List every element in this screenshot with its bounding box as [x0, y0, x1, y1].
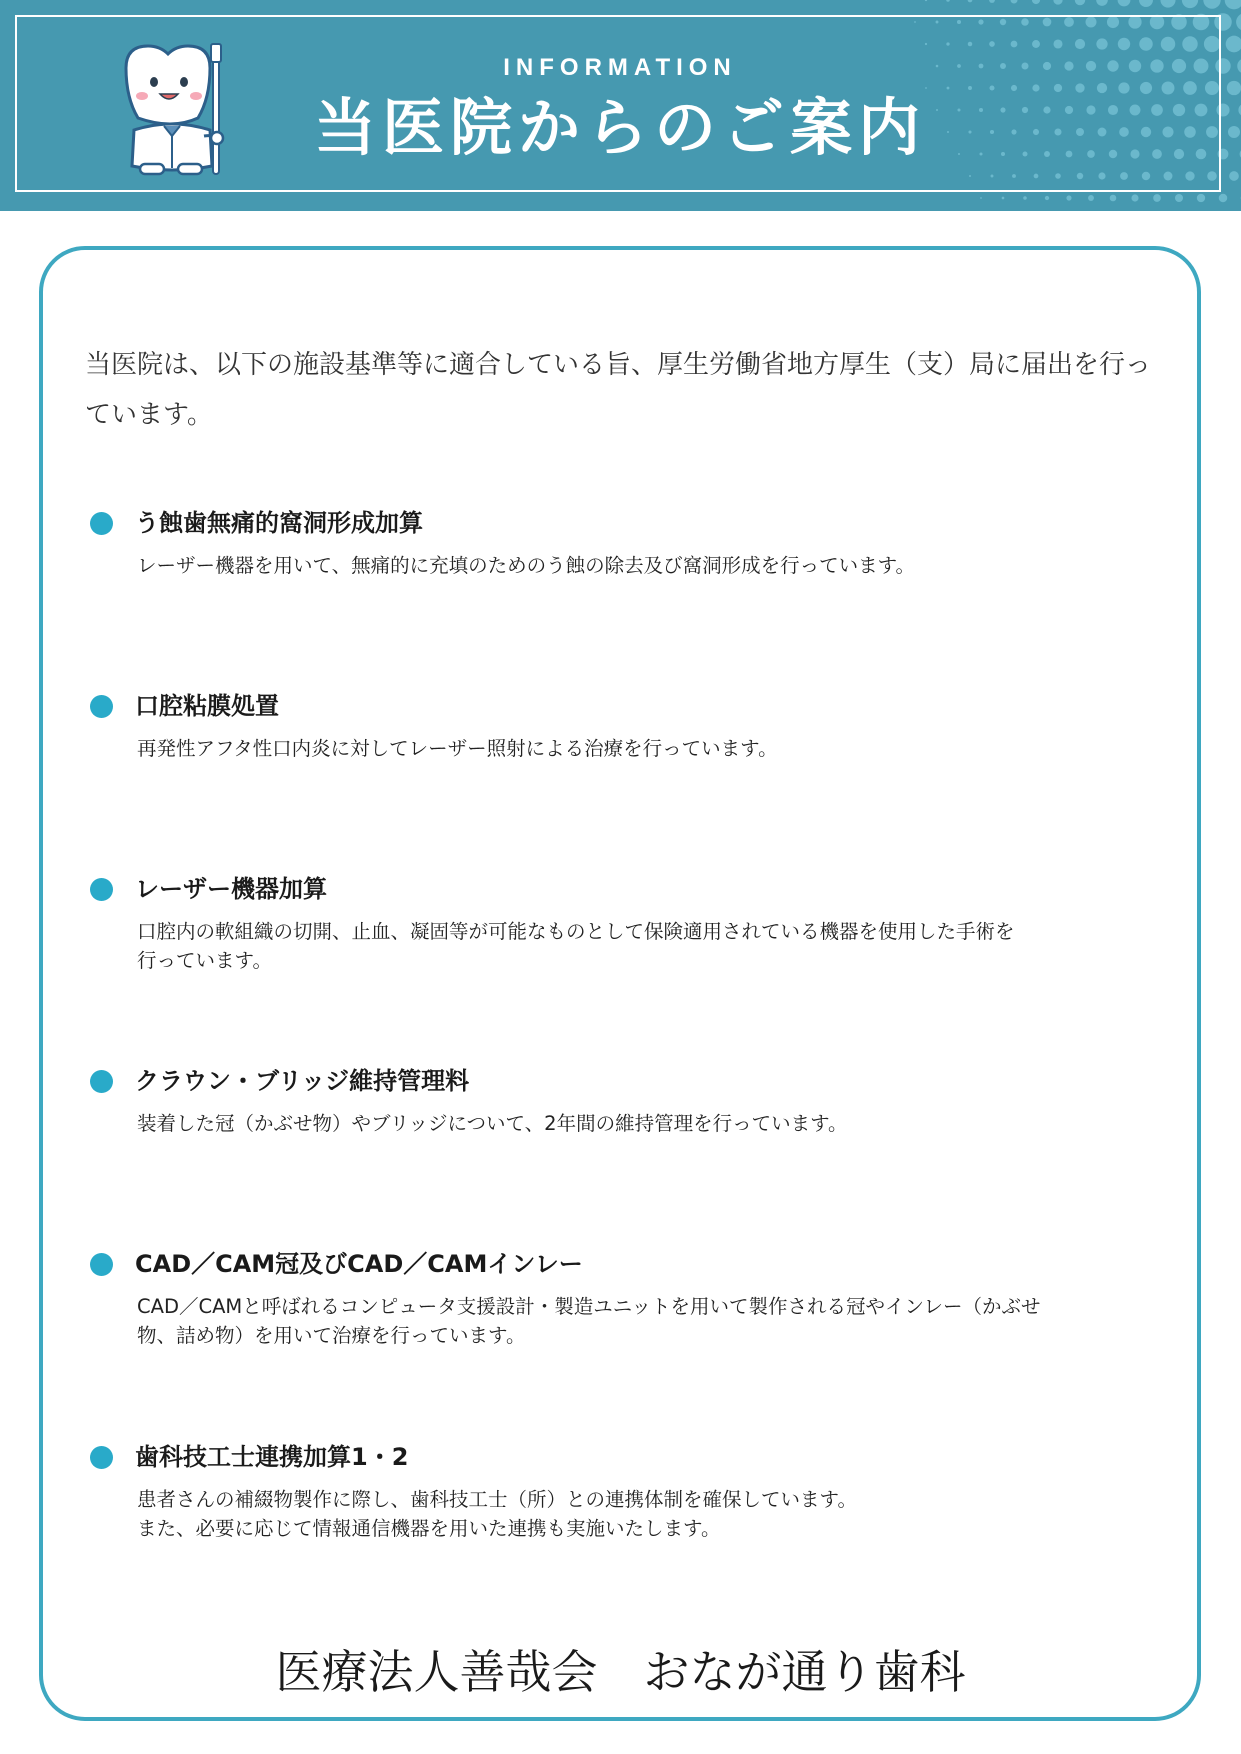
item-description-line: レーザー機器を用いて、無痛的に充填のためのう蝕の除去及び窩洞形成を行っています。 — [137, 554, 916, 577]
halftone-dot — [1197, 194, 1205, 202]
item-description — [137, 917, 1137, 975]
clinic-name: 医療法人善哉会 おなが通り歯科 — [275, 1645, 966, 1699]
page-title: 当医院からのご案内 — [313, 91, 926, 164]
halftone-dot — [989, 0, 995, 3]
item-description — [137, 1109, 1137, 1138]
halftone-dot — [1053, 0, 1062, 5]
bullet-icon — [90, 1253, 113, 1276]
item-title: う蝕歯無痛的窩洞形成加算 — [135, 509, 423, 537]
halftone-dot — [1032, 0, 1040, 4]
halftone-dot — [1227, 81, 1241, 95]
item-description — [137, 551, 1137, 580]
halftone-dot — [1088, 195, 1094, 201]
item-description-line: また、必要に応じて情報通信機器を用いた連携も実施いたします。 — [137, 1517, 721, 1540]
bullet-icon — [90, 695, 113, 718]
item-description — [137, 1485, 1137, 1543]
bullet-icon — [90, 512, 113, 535]
item-description-line: 再発性アフタ性口内炎に対してレーザー照射による治療を行っています。 — [137, 737, 778, 760]
header-banner — [0, 0, 1241, 211]
halftone-dot — [1131, 194, 1138, 201]
halftone-dot — [1045, 196, 1049, 200]
halftone-dot — [1010, 0, 1017, 4]
halftone-dot — [1002, 197, 1005, 200]
halftone-dot — [1160, 0, 1175, 8]
halftone-dot — [925, 0, 927, 1]
item-description-line: 行っています。 — [137, 949, 272, 972]
halftone-dot — [1226, 36, 1241, 53]
halftone-dot — [1066, 195, 1071, 200]
item-description-line: 口腔内の軟組織の切開、止血、凝固等が可能なものとして保険適用されている機器を使用した手術を — [137, 920, 1015, 943]
item-description — [137, 1292, 1137, 1350]
halftone-dot — [1139, 0, 1153, 7]
halftone-dot — [1175, 194, 1183, 202]
halftone-dot — [1075, 0, 1086, 5]
item-description-line: 物、詰め物）を用いて治療を行っています。 — [137, 1324, 526, 1347]
bullet-icon — [90, 1446, 113, 1469]
halftone-dot — [1228, 126, 1240, 138]
bullet-icon — [90, 878, 113, 901]
bullet-icon — [90, 1070, 113, 1093]
halftone-dot — [1219, 194, 1228, 203]
halftone-dot — [1203, 0, 1220, 9]
tooth-mascot-icon — [112, 38, 232, 178]
item-description-line: 装着した冠（かぶせ物）やブリッジについて、2年間の維持管理を行っています。 — [137, 1112, 848, 1135]
intro-text: 当医院は、以下の施設基準等に適合している旨、厚生労働省地方厚生（支）局に届出を行っています。 — [85, 350, 1152, 430]
halftone-dot — [1182, 0, 1198, 8]
halftone-dot — [1110, 195, 1117, 202]
halftone-dot — [1225, 0, 1241, 9]
item-description-line: 患者さんの補綴物製作に際し、歯科技工士（所）との連携体制を確保しています。 — [137, 1488, 857, 1511]
item-title: CAD／CAM冠及びCAD／CAMインレー — [135, 1250, 583, 1278]
banner-eyebrow: INFORMATION — [503, 54, 737, 81]
halftone-dot — [1236, 13, 1241, 31]
halftone-dot — [1118, 0, 1131, 6]
halftone-dot — [946, 0, 950, 2]
item-title: クラウン・ブリッジ維持管理料 — [135, 1067, 470, 1095]
item-description — [137, 734, 1137, 763]
item-title: 歯科技工士連携加算1・2 — [135, 1443, 409, 1471]
halftone-dot — [1096, 0, 1108, 6]
halftone-dot — [980, 197, 982, 199]
halftone-dot — [1153, 194, 1161, 202]
halftone-dot — [1023, 196, 1027, 200]
item-title: レーザー機器加算 — [135, 875, 327, 903]
halftone-dot — [1229, 171, 1239, 181]
halftone-dot — [968, 0, 973, 2]
halftone-dot — [1237, 58, 1241, 74]
item-title: 口腔粘膜処置 — [135, 692, 279, 720]
item-description-line: CAD／CAMと呼ばれるコンピュータ支援設計・製造ユニットを用いて製作される冠やインレー（かぶせ — [137, 1295, 1041, 1318]
